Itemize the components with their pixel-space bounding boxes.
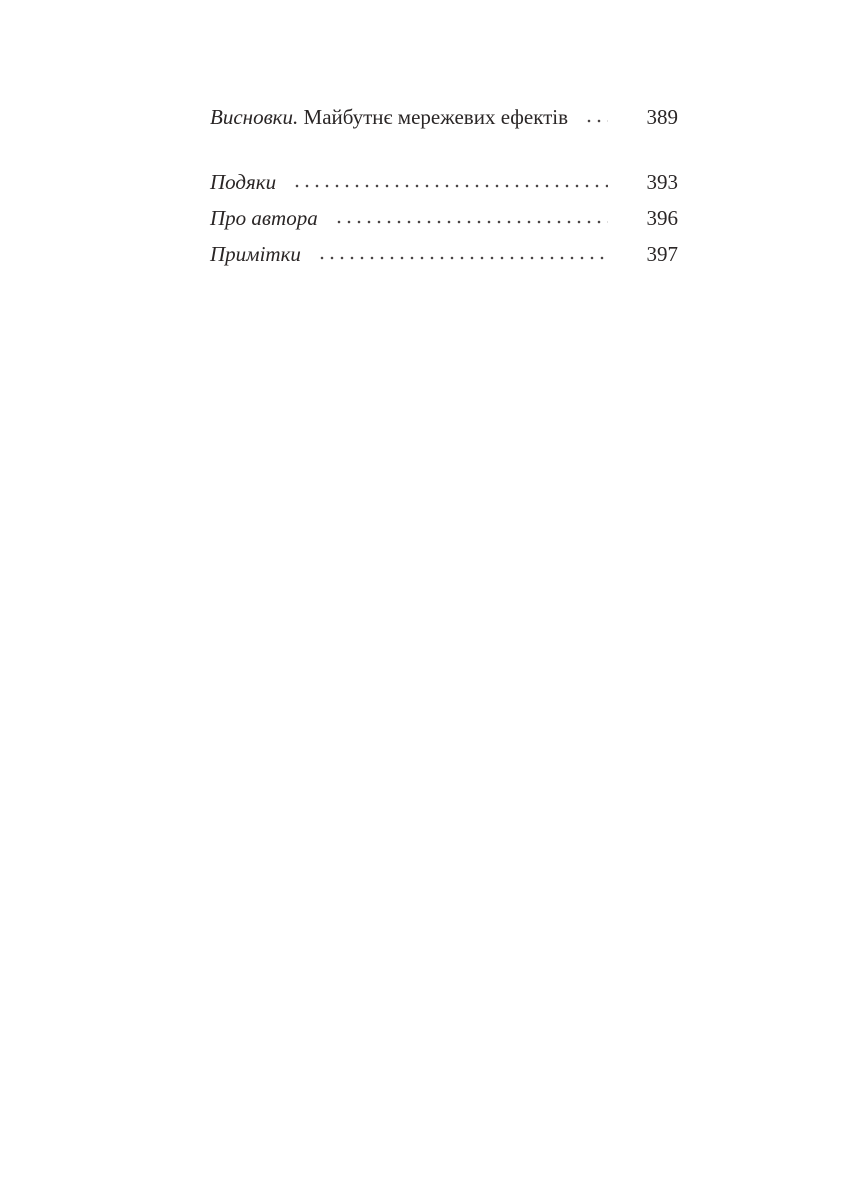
toc-entry: [210, 236, 678, 272]
dot-leader: [334, 219, 608, 225]
dot-leader: [584, 118, 608, 124]
table-of-contents: [210, 99, 678, 272]
toc-page-number: 397: [646, 242, 678, 266]
dot-leader: [292, 183, 608, 189]
toc-entry-title: [210, 164, 276, 200]
toc-entry-title-italic: Подяки: [210, 170, 277, 194]
toc-entry: [210, 164, 678, 200]
toc-page-number: 393: [646, 170, 678, 194]
toc-entry-title-italic: Висновки.: [210, 105, 299, 129]
toc-entry-title-italic: Про автора: [210, 206, 318, 230]
toc-entry-title-italic: Примітки: [210, 242, 301, 266]
dot-leader: [317, 255, 608, 261]
toc-entry-title-roman: Майбутнє мережевих ефектів: [298, 105, 569, 129]
toc-entry-title: [210, 99, 568, 135]
toc-page-number: 396: [646, 206, 678, 230]
toc-entry-title: [210, 200, 318, 236]
toc-page-number: 389: [646, 105, 678, 129]
toc-entry-title: [210, 236, 301, 272]
toc-entry: [210, 200, 678, 236]
toc-entry: [210, 99, 678, 135]
